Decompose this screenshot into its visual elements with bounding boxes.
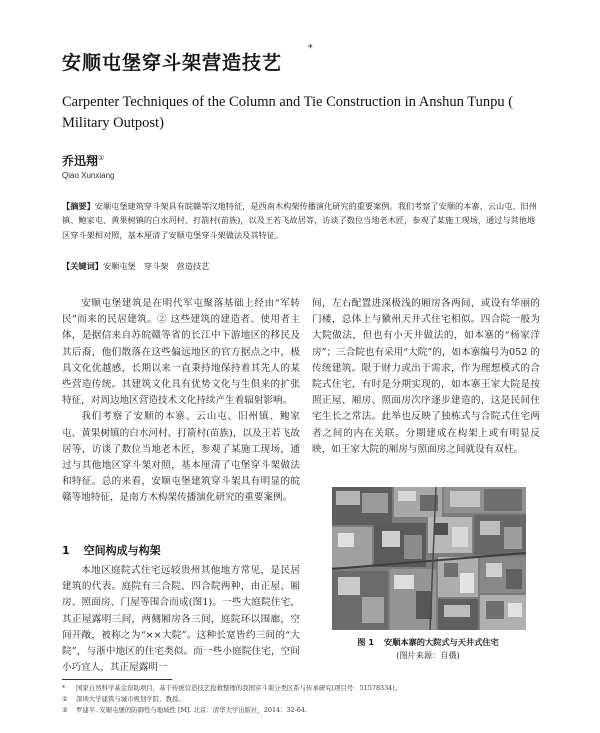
keywords-text: 安顺屯堡 穿斗架 营造技艺 [102, 261, 210, 271]
footnote-text: 国家自然科学基金资助项目，基于传统营造技艺抢救整理的我国穿斗架分类区系与传承研究(项目号：51578334)。 [76, 684, 402, 692]
footnote [62, 705, 542, 716]
footnote-mark: * [62, 684, 66, 692]
left-column-intro [62, 296, 300, 507]
right-column [312, 296, 540, 458]
aerial-photo-image [332, 487, 526, 630]
paper-title-english: Carpenter Techniques of the Column and Tie Construction in Anshun Tunpu ( Military Outpost) [62, 94, 514, 131]
footnote-mark: ① [62, 695, 68, 703]
section-number: 1 [62, 544, 70, 557]
keywords [62, 259, 540, 273]
footnote-text: 罗建平. 安顺屯堡的防御性与地域性 [M]. 北京：清华大学出版社，2014：32-64. [76, 706, 307, 714]
footnote [62, 683, 542, 694]
section-heading [62, 542, 175, 558]
abstract [62, 199, 540, 242]
keywords-label: 【关键词】 [62, 261, 103, 271]
figure-aerial-photo [332, 487, 526, 630]
footnotes [62, 683, 542, 716]
abstract-label: 【摘要】 [62, 201, 95, 211]
figure-number: 图 1 [357, 637, 375, 647]
author-footnote-mark: ① [98, 154, 105, 162]
left-column-section [62, 563, 300, 676]
body-paragraph: 我们考察了安顺的本寨、云山屯、旧州镇、鲍家屯、黄果树镇的白水河村、打箭村(苗族)，以及王若飞故居等，访谈了数位当地老木匠，参观了某施工现场，通过与其他地区穿斗架对照，基本厘清了屯堡穿斗架做法和特征。总的来看，安顺屯堡建筑穿斗架具有明显的皖赣等地特征，是南方木构架传播演化研究的重要案例。 [62, 411, 300, 504]
author-name-english: Qiao Xunxiang [62, 171, 115, 180]
body-paragraph: 安顺屯堡建筑是在明代军屯聚落基础上经由“军转民”而来的民居建筑。② 这些建筑的建造者、使用者主体，是据信来自苏皖赣等省的长江中下游地区的移民及其后裔，他们散落在这些偏远地区的官方据点之中，极具文化优越感，长期以来一直秉持地保持着其先人的某些营造传统。其建筑文化具有优势文化与生俱来的扩张特征，对周边地区营造技术文化持续产生着辐射影响。 [62, 298, 300, 407]
figure-source: (图片来源：自摄) [396, 650, 460, 660]
author-name [62, 152, 104, 169]
title-footnote-mark: * [308, 44, 313, 54]
footnote-text: 深圳大学建筑与城市规划学院，教授。 [76, 695, 185, 703]
footnote-mark: ② [62, 706, 68, 714]
section-title: 空间构成与构架 [83, 544, 161, 557]
body-paragraph: 本地区庭院式住宅远较贵州其他地方常见，是民居建筑的代表。庭院有三合院、四合院两种，由正屋、厢房、照面房、门屋等围合而成(图1)。一些大庭院住宅，其正屋露明三间，两侧厢房各三间，庭院环以围廊，空间开敞，被称之为“××大院”。这种长宽皆约三间的“大院”，与浙中地区的住宅类似。而一些小庭院住宅，空间小巧宜人，其正屋露明一 [62, 565, 300, 674]
body-paragraph: 间，左右配置进深极浅的厢房各两间，或设有华丽的门楼，总体上与徽州天井式住宅相似。四合院一般为大院做法，但也有小天井做法的，如本寨的“杨家洋房”；三合院也有采用“大院”的，如本寨编号为052 的传统建筑。限于财力或出于需求，作为理想模式的合院式住宅，有时是分期实现的，如本寨王家大院是按照正屋、厢房、照面房次序逐步建造的，这是民间住宅生长之常法。此举也反映了独栋式与合院式住宅两者之间的内在关联。分期建成在构架上或有明显反映，如王家大院的厢房与照面房之间就设有双柱。 [312, 298, 540, 455]
footnote [62, 694, 542, 705]
footnote-divider [62, 679, 172, 680]
paper-title: 安顺屯堡穿斗架营造技艺 [62, 52, 283, 74]
figure-caption [318, 636, 538, 662]
figure-title: 安顺本寨的大院式与天井式住宅 [384, 637, 499, 647]
author-name-text: 乔迅翔 [62, 154, 99, 168]
abstract-text: 安顺屯堡建筑穿斗架具有皖赣等汉地特征，是西南木构架传播演化研究的重要案例。我们考察了安顺的本寨、云山屯、旧州镇、鲍家屯、黄果树镇的白水河村、打箭村(苗族)，以及王若飞故居等，访谈了数位当地老木匠，参观了某施工现场，通过与其他地区穿斗架相对照，基本厘清了安顺屯堡穿斗架做法及其特征。 [62, 201, 537, 240]
